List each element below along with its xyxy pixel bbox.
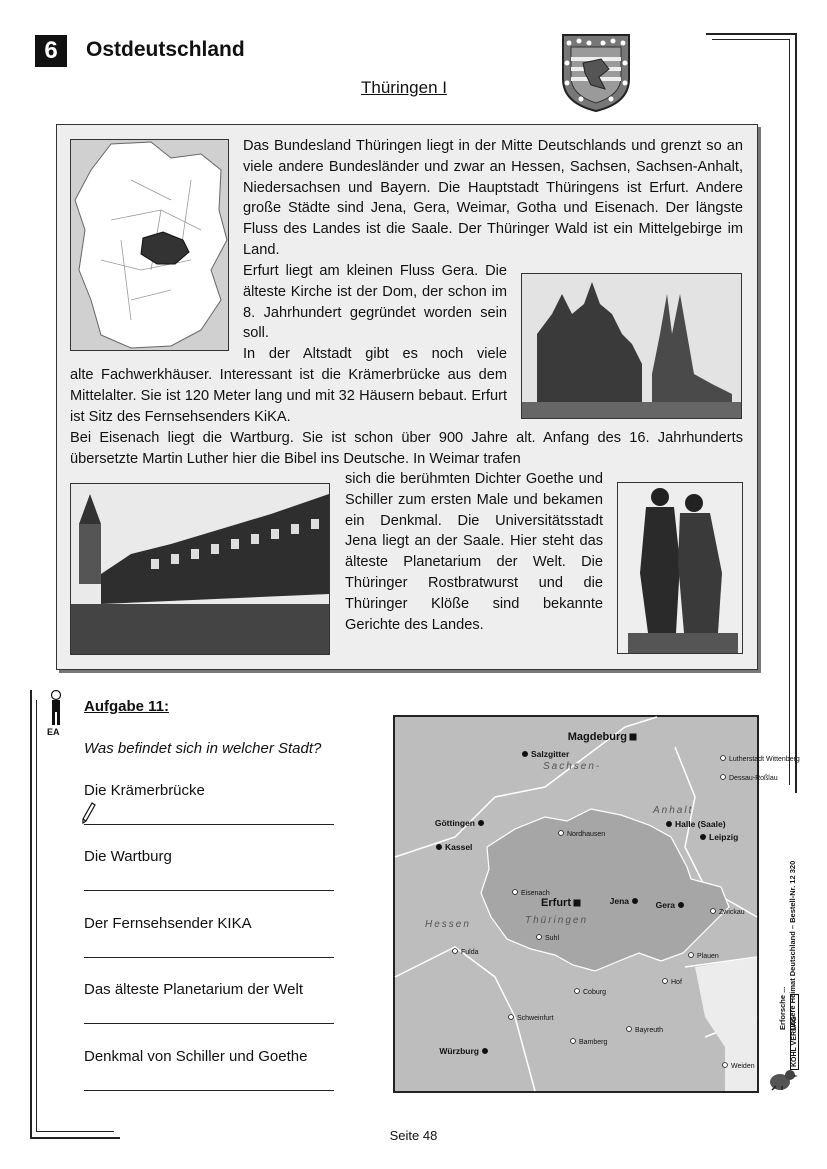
info-paragraph-3a: In der Altstadt gibt es noch viele	[243, 346, 507, 362]
answer-line-1[interactable]	[84, 824, 334, 825]
map-city-marker	[723, 1063, 728, 1068]
info-paragraph-4: Bei Eisenach liegt die Wartburg. Sie ist schon über 900 Jahre alt. Anfang des 16. Jahrhunderts übersetzte Martin Luther hier die Bibel ins Deutsche. In Weimar trafen	[70, 430, 743, 467]
map-city-label: Leipzig	[709, 832, 739, 842]
ea-label: EA	[47, 727, 60, 737]
frame-left-v1	[30, 690, 32, 1138]
map-city-label: Plauen	[697, 953, 719, 960]
frame-right-v2	[789, 39, 790, 785]
map-city-marker	[678, 902, 683, 907]
frame-top-right-h2	[712, 39, 790, 40]
answer-line-5[interactable]	[84, 1090, 334, 1091]
map-city-label: Dessau-Roßlau	[729, 775, 778, 782]
task-item-wartburg: Die Wartburg	[84, 848, 172, 865]
task-item-kraemerbruecke: Die Krämerbrücke	[84, 782, 205, 799]
erfurt-cathedral-photo	[521, 273, 742, 419]
side-line-1: Erforsche ...	[778, 986, 787, 1030]
map-city-label: Erfurt	[541, 897, 571, 909]
map-city-marker	[513, 890, 518, 895]
map-region-label: Thüringen	[525, 915, 589, 926]
publisher-name: KOHL VERLAG	[790, 994, 799, 1070]
map-city-label: Lutherstadt Wittenberg	[729, 756, 800, 763]
kraemerbruecke-photo	[70, 483, 330, 655]
publisher-logo	[790, 1000, 802, 1070]
side-line-2: unsere Heimat Deutschland – Bestell-Nr. 12 320	[788, 860, 797, 1030]
map-city-marker	[630, 734, 637, 741]
map-city-label: Schweinfurt	[517, 1015, 554, 1022]
map-city-label: Weiden	[731, 1063, 755, 1070]
page-number: Seite 48	[389, 1128, 438, 1143]
answer-line-3[interactable]	[84, 957, 334, 958]
map-city-marker	[711, 909, 716, 914]
map-city-marker	[632, 898, 637, 903]
map-city-marker	[574, 900, 581, 907]
map-city-label: Kassel	[445, 842, 473, 852]
map-city-marker	[509, 1015, 514, 1020]
pencil-icon	[82, 802, 96, 824]
task-item-denkmal: Denkmal von Schiller und Goethe	[84, 1048, 308, 1065]
map-city-marker	[721, 756, 726, 761]
map-city-label: Gera	[655, 900, 675, 910]
bird-logo-icon	[768, 1068, 798, 1092]
map-city-marker	[537, 935, 542, 940]
map-region-label: Hessen	[425, 919, 471, 930]
map-city-label: Eisenach	[521, 890, 550, 897]
chapter-title: Ostdeutschland	[86, 38, 245, 61]
map-city-label: Halle (Saale)	[675, 819, 726, 829]
task-item-kika: Der Fernsehsender KIKA	[84, 915, 252, 932]
map-city-marker	[436, 844, 441, 849]
chapter-number: 6	[35, 35, 67, 67]
info-paragraph-5: sich die berühmten Dichter Goethe und Schiller zum ersten Male und bekamen ein Denkmal. Die Universitätsstadt Jena liegt an der Saale. Hier steht das älteste Planetarium der Welt. Die Thüringer Rostbratwurst und die Thüringer Klöße sind bekannte Gerichte des Landes.	[345, 471, 603, 633]
map-city-label: Magdeburg	[567, 731, 627, 743]
thuringia-coat-of-arms-icon	[561, 33, 631, 113]
frame-left-v2	[36, 700, 37, 1132]
map-city-label: Bamberg	[579, 1039, 608, 1046]
task-question: Was befindet sich in welcher Stadt?	[84, 740, 322, 757]
frame-right-v1	[795, 33, 797, 793]
map-city-label: Fulda	[461, 949, 479, 956]
map-city-marker	[663, 979, 668, 984]
map-city-marker	[559, 831, 564, 836]
map-city-marker	[478, 820, 483, 825]
info-paragraph-2: Erfurt liegt am kleinen Fluss Gera. Die älteste Kirche ist der Dom, der schon im 8. Jahrhundert gegründet worden sein soll.	[243, 263, 507, 342]
map-city-marker	[453, 949, 458, 954]
map-city-label: Bayreuth	[635, 1027, 664, 1034]
map-city-label: Jena	[609, 896, 629, 906]
map-region-label: Sachsen-	[543, 761, 602, 772]
map-city-label: Zwickau	[719, 909, 745, 916]
map-city-marker	[522, 751, 527, 756]
page-subtitle: Thüringen I	[361, 78, 447, 97]
map-city-label: Coburg	[583, 989, 606, 996]
info-paragraph-1: Das Bundesland Thüringen liegt in der Mitte Deutschlands und grenzt so an viele andere Bundesländer und zwar an Hessen, Sachsen, Sachsen-Anhalt, Niedersachsen und Bayern. Die Hauptstadt Thüringens ist Erfurt. Andere große Städte sind Jena, Gera, Weimar, Gotha und Eisenach. Der längste Fluss des Landes ist die Saale. Der Thüringer Wald ist ein Mittelgebirge im Land.	[243, 138, 743, 258]
frame-top-right-h1	[706, 33, 796, 35]
map-city-label: Salzgitter	[531, 749, 570, 759]
task-title: Aufgabe 11:	[84, 698, 170, 715]
goethe-schiller-monument-photo	[617, 482, 743, 654]
answer-line-2[interactable]	[84, 890, 334, 891]
info-paragraph-3b: alte Fachwerkhäuser. Interessant ist die Krämerbrücke aus dem Mittelalter. Sie ist 120 Meter lang und mit 32 Häusern bebaut. Erfurt ist Sitz des Fernsehsenders KiKA.	[70, 367, 507, 425]
map-city-marker	[627, 1027, 632, 1032]
map-city-label: Würzburg	[439, 1046, 479, 1056]
map-city-marker	[482, 1048, 487, 1053]
map-city-label: Suhl	[545, 935, 560, 942]
map-city-label: Hof	[671, 979, 682, 986]
map-city-marker	[721, 775, 726, 780]
student-figure-icon	[49, 690, 63, 726]
map-region-label: Anhalt	[653, 805, 694, 816]
map-city-marker	[575, 989, 580, 994]
answer-line-4[interactable]	[84, 1023, 334, 1024]
map-city-marker	[666, 821, 671, 826]
map-city-marker	[700, 834, 705, 839]
map-city-label: Göttingen	[434, 818, 475, 828]
task-item-planetarium: Das älteste Planetarium der Welt	[84, 981, 303, 998]
map-city-label: Nordhausen	[567, 831, 606, 838]
map-city-marker	[571, 1039, 576, 1044]
germany-map-image	[70, 139, 229, 351]
map-city-marker	[689, 953, 694, 958]
